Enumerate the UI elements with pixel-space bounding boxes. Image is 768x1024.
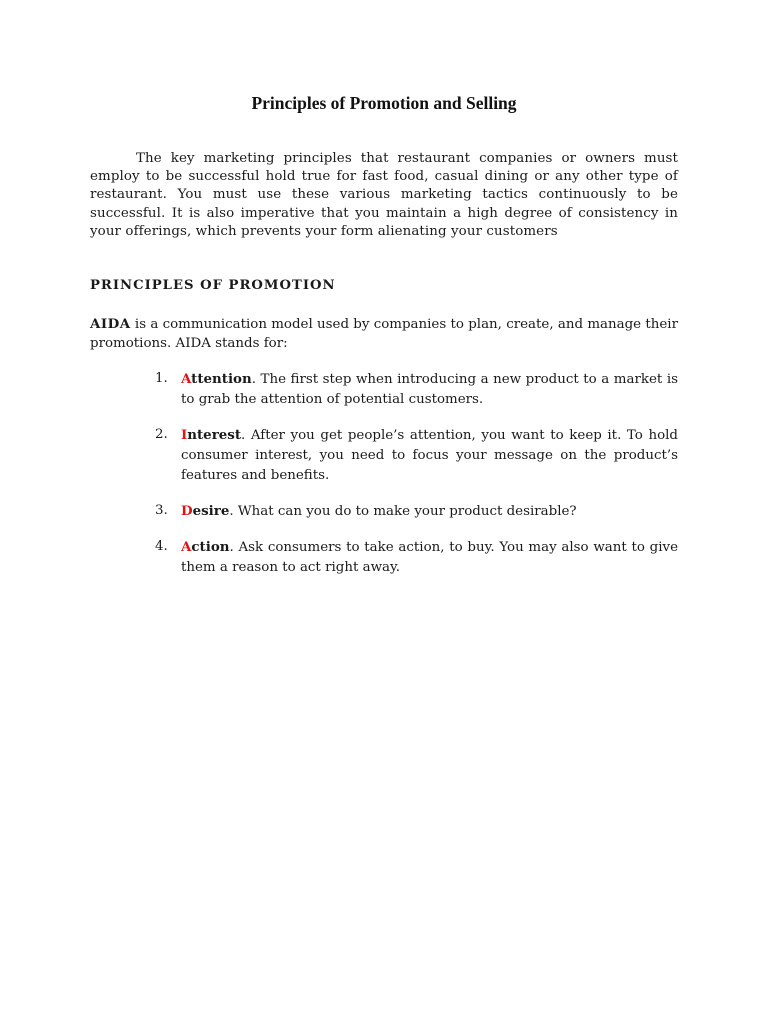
list-item-text: . Ask consumers to take action, to buy. You may also want to give them a reason to act right away. <box>181 540 678 575</box>
term-initial: A <box>181 371 192 387</box>
list-item-term <box>181 539 229 555</box>
list-item-interest <box>155 425 678 486</box>
term-rest: esire <box>192 503 230 519</box>
term-initial: A <box>181 539 192 555</box>
aida-definition-text: is a communication model used by companies to plan, create, and manage their promotions. AIDA stands for: <box>90 317 678 351</box>
list-item-text: . What can you do to make your product desirable? <box>229 504 577 519</box>
list-item-text: . After you get people’s attention, you want to keep it. To hold consumer interest, you need to focus your message on the product’s features and benefits. <box>181 428 678 483</box>
list-item-term <box>181 503 229 519</box>
term-rest: ction <box>191 539 230 555</box>
list-item-number: 4. <box>155 539 168 554</box>
section-heading: PRINCIPLES OF PROMOTION <box>90 278 336 293</box>
aida-list <box>155 369 678 578</box>
list-item-term <box>181 427 241 443</box>
intro-paragraph: The key marketing principles that restaurant companies or owners must employ to be successful hold true for fast food, casual dining or any other type of restaurant. You must use these various marketing tactics continuously to be successful. It is also imperative that you maintain a high degree of consistency in your offerings, which prevents your form alienating your customers <box>90 151 678 239</box>
term-rest: ttention <box>191 371 252 387</box>
aida-definition <box>90 315 678 353</box>
list-item-action <box>155 537 678 578</box>
list-item-number: 2. <box>155 427 168 442</box>
list-item-term <box>181 371 252 387</box>
aida-term: AIDA <box>90 316 131 332</box>
list-item-number: 3. <box>155 503 168 518</box>
list-item-text: . The first step when introducing a new product to a market is to grab the attention of potential customers. <box>181 372 678 407</box>
document-title: Principles of Promotion and Selling <box>251 93 517 113</box>
list-item-number: 1. <box>155 371 168 386</box>
term-initial: I <box>181 427 188 443</box>
term-initial: D <box>181 503 193 519</box>
term-rest: nterest <box>187 427 242 443</box>
list-item-desire <box>155 501 678 522</box>
list-item-attention <box>155 369 678 410</box>
